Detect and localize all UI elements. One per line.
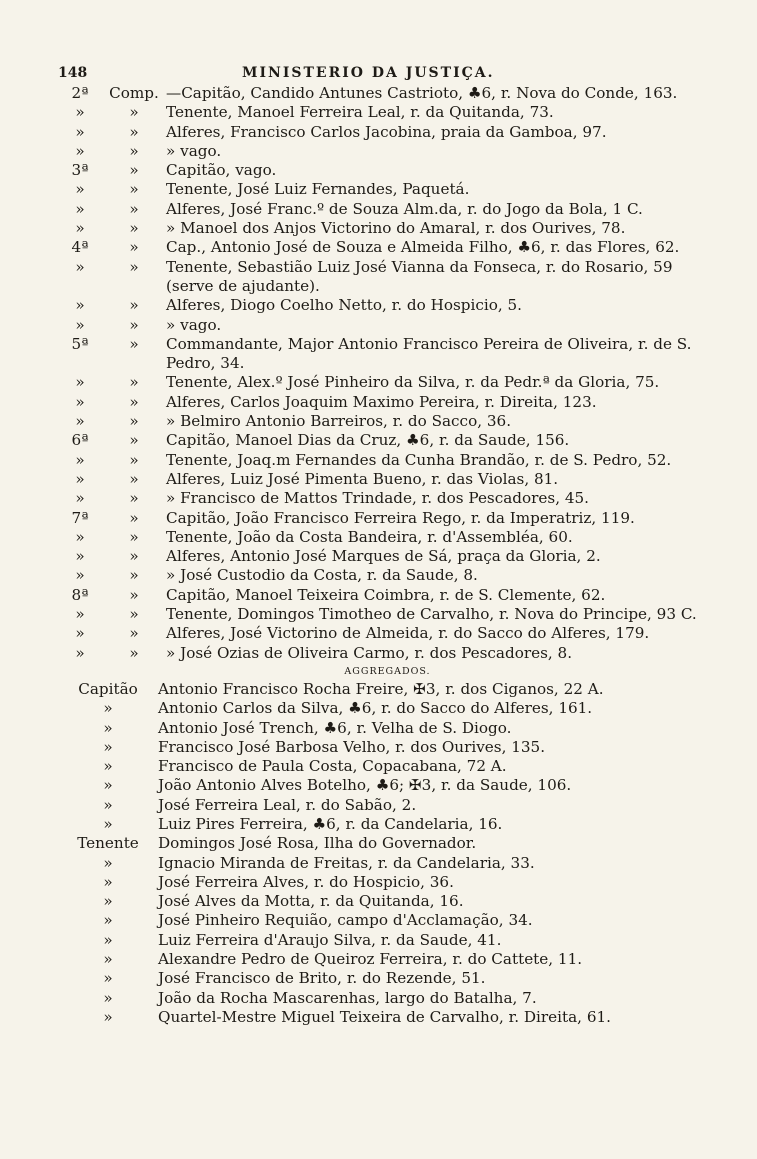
aggregado-entry-text: Francisco José Barbosa Velho, r. dos Ourives, 135.: [158, 737, 546, 756]
rank-label: »: [103, 699, 113, 718]
company-number: »: [75, 547, 85, 566]
rank-label: »: [103, 988, 113, 1007]
roster-row: [58, 470, 717, 489]
roster-entry-text: Alferes, Diogo Coelho Netto, r. do Hospicio, 5.: [166, 296, 523, 315]
rank-label: »: [103, 776, 113, 795]
aggregado-row: [58, 815, 717, 834]
company-label: »: [129, 643, 139, 662]
company-number: »: [75, 412, 85, 431]
aggregado-row: [58, 738, 717, 757]
company-label: »: [129, 469, 139, 488]
rank-label: »: [103, 1007, 113, 1026]
rank-label: »: [103, 795, 113, 814]
roster-row: [58, 296, 717, 315]
rank-label: »: [103, 930, 113, 949]
company-number: »: [75, 180, 85, 199]
company-label: »: [129, 566, 139, 585]
aggregado-entry-text: Domingos José Rosa, Ilha do Governador.: [158, 834, 477, 853]
company-label: »: [129, 296, 139, 315]
aggregado-entry-text: Alexandre Pedro de Queiroz Ferreira, r. do Cattete, 11.: [158, 950, 583, 969]
aggregado-entry-text: Antonio José Trench, ♣6, r. Velha de S. Diogo.: [158, 718, 512, 737]
aggregado-entry-text: José Francisco de Brito, r. do Rezende, 51.: [158, 969, 486, 988]
rank-label: »: [103, 892, 113, 911]
company-number: »: [75, 489, 85, 508]
company-number: 5ª: [71, 334, 89, 353]
company-number: »: [75, 296, 85, 315]
aggregado-entry-text: Francisco de Paula Costa, Copacabana, 72 A.: [158, 757, 507, 776]
company-label: »: [129, 238, 139, 257]
roster-entry-text: » José Ozias de Oliveira Carmo, r. dos Pescadores, 8.: [166, 643, 573, 662]
roster-row: [58, 509, 717, 528]
company-label: »: [129, 508, 139, 527]
company-number: »: [75, 141, 85, 160]
roster-row: [58, 219, 717, 238]
roster-row: [58, 624, 717, 643]
company-label: »: [129, 431, 139, 450]
roster-entry-text: Alferes, Luiz José Pimenta Bueno, r. das Violas, 81.: [166, 469, 559, 488]
company-label: »: [129, 180, 139, 199]
company-number: »: [75, 373, 85, 392]
roster-row: [58, 412, 717, 431]
aggregado-row: [58, 950, 717, 969]
roster-entry-text: Tenente, José Luiz Fernandes, Paquetá.: [166, 180, 470, 199]
company-number: »: [75, 624, 85, 643]
rank-label: »: [103, 872, 113, 891]
company-number: 2ª: [71, 84, 89, 102]
roster-row: [58, 103, 717, 122]
company-number: 6ª: [71, 431, 89, 450]
roster-entry-text: Tenente, Alex.º José Pinheiro da Silva, r. da Pedr.ª da Gloria, 75.: [166, 373, 660, 392]
aggregado-row: [58, 969, 717, 988]
roster-row: [58, 528, 717, 547]
company-number: 7ª: [71, 508, 89, 527]
roster-row: [58, 316, 717, 335]
company-number: 4ª: [71, 238, 89, 257]
company-number: »: [75, 199, 85, 218]
company-number: »: [75, 257, 85, 276]
rank-label: »: [103, 853, 113, 872]
aggregado-row: [58, 911, 717, 930]
company-number: »: [75, 219, 85, 238]
roster-entry-text: Tenente, Manoel Ferreira Leal, r. da Quitanda, 73.: [166, 103, 554, 122]
company-label: »: [129, 624, 139, 643]
rank-label: »: [103, 911, 113, 930]
aggregado-row: [58, 719, 717, 738]
roster-row: [58, 123, 717, 142]
aggregados-list: [58, 680, 717, 1027]
roster-row: [58, 605, 717, 624]
roster-entry-text: » vago.: [166, 315, 222, 334]
roster-entry-text: Commandante, Major Antonio Francisco Pereira de Oliveira, r. de S. Pedro, 34.: [166, 334, 692, 373]
company-number: »: [75, 122, 85, 141]
roster-row: [58, 142, 717, 161]
roster-row: [58, 84, 717, 103]
company-label: »: [129, 122, 139, 141]
company-label: »: [129, 103, 139, 122]
roster-entry-text: Capitão, vago.: [166, 161, 277, 180]
roster-row: [58, 566, 717, 585]
rank-label: »: [103, 950, 113, 969]
roster-entry-text: » Belmiro Antonio Barreiros, r. do Sacco, 36.: [166, 412, 512, 431]
aggregado-entry-text: Luiz Pires Ferreira, ♣6, r. da Candelaria, 16.: [158, 814, 503, 833]
company-label: »: [129, 412, 139, 431]
roster-row: [58, 547, 717, 566]
aggregado-row: [58, 834, 717, 853]
aggregado-entry-text: José Pinheiro Requião, campo d'Acclamação, 34.: [158, 911, 533, 930]
roster-entry-text: » vago.: [166, 141, 222, 160]
aggregado-entry-text: João Antonio Alves Botelho, ♣6; ✠3, r. da Saude, 106.: [158, 776, 572, 795]
company-label: »: [129, 257, 139, 276]
company-number: »: [75, 392, 85, 411]
roster-entry-text: » José Custodio da Costa, r. da Saude, 8.: [166, 566, 478, 585]
company-label: »: [129, 219, 139, 238]
aggregado-entry-text: José Alves da Motta, r. da Quitanda, 16.: [158, 892, 464, 911]
page-number: 148: [58, 65, 88, 81]
aggregado-entry-text: José Ferreira Leal, r. do Sabão, 2.: [158, 795, 417, 814]
aggregado-row: [58, 757, 717, 776]
company-label: »: [129, 547, 139, 566]
roster-row: [58, 586, 717, 605]
company-label: »: [129, 450, 139, 469]
roster-entry-text: —Capitão, Candido Antunes Castrioto, ♣6, r. Nova do Conde, 163.: [166, 84, 678, 102]
roster-row: [58, 335, 717, 374]
aggregado-entry-text: Quartel-Mestre Miguel Teixeira de Carvalho, r. Direita, 61.: [158, 1007, 611, 1026]
company-number: »: [75, 315, 85, 334]
company-label: »: [129, 373, 139, 392]
aggregado-entry-text: José Ferreira Alves, r. do Hospicio, 36.: [158, 872, 454, 891]
roster-row: [58, 393, 717, 412]
roster-entry-text: Capitão, Manoel Dias da Cruz, ♣6, r. da Saude, 156.: [166, 431, 570, 450]
aggregado-row: [58, 854, 717, 873]
rank-label: »: [103, 718, 113, 737]
company-label: Comp.: [109, 84, 159, 102]
rank-label: »: [103, 814, 113, 833]
rank-label: Tenente: [77, 834, 139, 853]
roster-row: [58, 238, 717, 257]
company-number: »: [75, 103, 85, 122]
aggregado-row: [58, 892, 717, 911]
aggregado-entry-text: João da Rocha Mascarenhas, largo do Batalha, 7.: [158, 988, 537, 1007]
company-number: »: [75, 527, 85, 546]
company-label: »: [129, 199, 139, 218]
roster-row: [58, 644, 717, 663]
company-number: »: [75, 566, 85, 585]
roster-row: [58, 258, 717, 297]
roster-row: [58, 161, 717, 180]
company-number: »: [75, 450, 85, 469]
company-number: 8ª: [71, 585, 89, 604]
aggregado-entry-text: Antonio Francisco Rocha Freire, ✠3, r. dos Ciganos, 22 A.: [158, 679, 604, 698]
aggregado-entry-text: Luiz Ferreira d'Araujo Silva, r. da Saude, 41.: [158, 930, 502, 949]
roster-entry-text: Alferes, Antonio José Marques de Sá, praça da Gloria, 2.: [166, 547, 601, 566]
roster-entry-text: » Francisco de Mattos Trindade, r. dos Pescadores, 45.: [166, 489, 590, 508]
roster-entry-text: Alferes, Carlos Joaquim Maximo Pereira, r. Direita, 123.: [166, 392, 597, 411]
roster-row: [58, 200, 717, 219]
company-number: »: [75, 643, 85, 662]
aggregado-row: [58, 1008, 717, 1027]
company-label: »: [129, 334, 139, 353]
aggregado-entry-text: Antonio Carlos da Silva, ♣6, r. do Sacco do Alferes, 161.: [158, 699, 593, 718]
roster-entry-text: Tenente, Sebastião Luiz José Vianna da Fonseca, r. do Rosario, 59 (serve de ajudante).: [166, 257, 673, 295]
company-number: »: [75, 469, 85, 488]
company-label: »: [129, 315, 139, 334]
aggregado-row: [58, 989, 717, 1008]
aggregado-row: [58, 873, 717, 892]
company-label: »: [129, 141, 139, 160]
company-label: »: [129, 605, 139, 624]
roster-entry-text: Capitão, Manoel Teixeira Coimbra, r. de S. Clemente, 62.: [166, 585, 606, 604]
roster-row: [58, 373, 717, 392]
page-header: [58, 62, 717, 84]
rank-label: Capitão: [78, 679, 138, 698]
roster-entry-text: Capitão, João Francisco Ferreira Rego, r. da Imperatriz, 119.: [166, 508, 635, 527]
roster-entry-text: Tenente, João da Costa Bandeira, r. d'Assembléa, 60.: [166, 527, 573, 546]
aggregado-row: [58, 699, 717, 718]
roster-entry-text: Alferes, José Franc.º de Souza Alm.da, r. do Jogo da Bola, 1 C.: [166, 199, 643, 218]
roster-entry-text: Alferes, Francisco Carlos Jacobina, praia da Gamboa, 97.: [166, 122, 607, 141]
roster-entry-text: Cap., Antonio José de Souza e Almeida Filho, ♣6, r. das Flores, 62.: [166, 238, 680, 257]
page-title: MINISTERIO DA JUSTIÇA.: [242, 65, 495, 81]
company-roster: [58, 84, 717, 663]
aggregado-row: [58, 680, 717, 699]
aggregado-entry-text: Ignacio Miranda de Freitas, r. da Candelaria, 33.: [158, 853, 535, 872]
roster-entry-text: Alferes, José Victorino de Almeida, r. do Sacco do Alferes, 179.: [166, 624, 650, 643]
roster-entry-text: Tenente, Domingos Timotheo de Carvalho, r. Nova do Principe, 93 C.: [166, 605, 697, 624]
company-label: »: [129, 585, 139, 604]
aggregado-row: [58, 796, 717, 815]
aggregados-heading: AGGREGADOS.: [344, 665, 431, 677]
roster-row: [58, 180, 717, 199]
company-label: »: [129, 489, 139, 508]
rank-label: »: [103, 737, 113, 756]
rank-label: »: [103, 757, 113, 776]
company-number: 3ª: [71, 161, 89, 180]
roster-row: [58, 489, 717, 508]
rank-label: »: [103, 969, 113, 988]
aggregado-row: [58, 776, 717, 795]
company-label: »: [129, 161, 139, 180]
roster-row: [58, 431, 717, 450]
company-label: »: [129, 392, 139, 411]
company-label: »: [129, 527, 139, 546]
company-number: »: [75, 605, 85, 624]
roster-entry-text: Tenente, Joaq.m Fernandes da Cunha Brandão, r. de S. Pedro, 52.: [166, 450, 672, 469]
roster-row: [58, 451, 717, 470]
roster-entry-text: » Manoel dos Anjos Victorino do Amaral, r. dos Ourives, 78.: [166, 219, 626, 238]
aggregado-row: [58, 931, 717, 950]
